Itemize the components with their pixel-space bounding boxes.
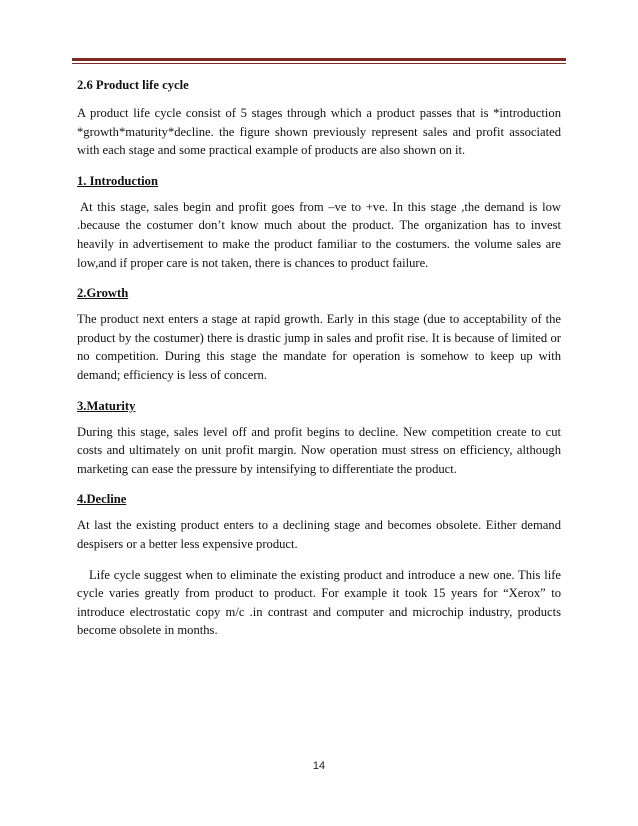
section-title: 2.6 Product life cycle <box>77 78 189 92</box>
stage-heading-introduction: 1. Introduction <box>77 173 158 188</box>
stage-text-growth: The product next enters a stage at rapid growth. Early in this stage (due to acceptability of the product by the costumer) there is drastic jump in sales and profit rise. It is because of limited or no competition. During this stage the mandate for operation is somehow to keep up with demand; efficiency is less of concern. <box>77 312 561 382</box>
page-number: 14 <box>312 760 326 772</box>
stage-text-maturity: During this stage, sales level off and profit begins to decline. New competition create to cut costs and ultimately on unit profit margin. Now operation must stress on efficiency, although marketing can ease the pressure by intensifying to differentiate the product. <box>77 424 561 476</box>
stage-text-decline: At last the existing product enters to a declining stage and becomes obsolete. Either demand despisers or a better less expensive product. <box>77 518 561 551</box>
page-content <box>77 76 561 652</box>
stage-heading-maturity: 3.Maturity <box>77 398 136 413</box>
intro-paragraph: A product life cycle consist of 5 stages through which a product passes that is *introduction *growth*maturity*decline. the figure shown previously represent sales and profit associated with each stage and some practical example of products are also shown on it. <box>77 106 561 158</box>
stage-heading-growth: 2.Growth <box>77 286 129 301</box>
stage-heading-decline: 4.Decline <box>77 492 127 507</box>
stage-text-introduction: At this stage, sales begin and profit goes from –ve to +ve. In this stage ,the demand is low .because the costumer don’t know much about the product. The organization has to invest heavily in advertisement to make the product familiar to the costumers. the volume sales are low,and if proper care is not taken, there is chances to product failure. <box>77 199 561 270</box>
closing-paragraph: Life cycle suggest when to eliminate the existing product and introduce a new one. This life cycle varies greatly from product to product. For example it took 15 years for “Xerox” to introduce electrostatic copy m/c .in contrast and computer and microchip industry, products become obsolete in months. <box>77 567 561 638</box>
header-rule-thin <box>72 63 566 64</box>
header-rule-thick <box>72 58 566 61</box>
